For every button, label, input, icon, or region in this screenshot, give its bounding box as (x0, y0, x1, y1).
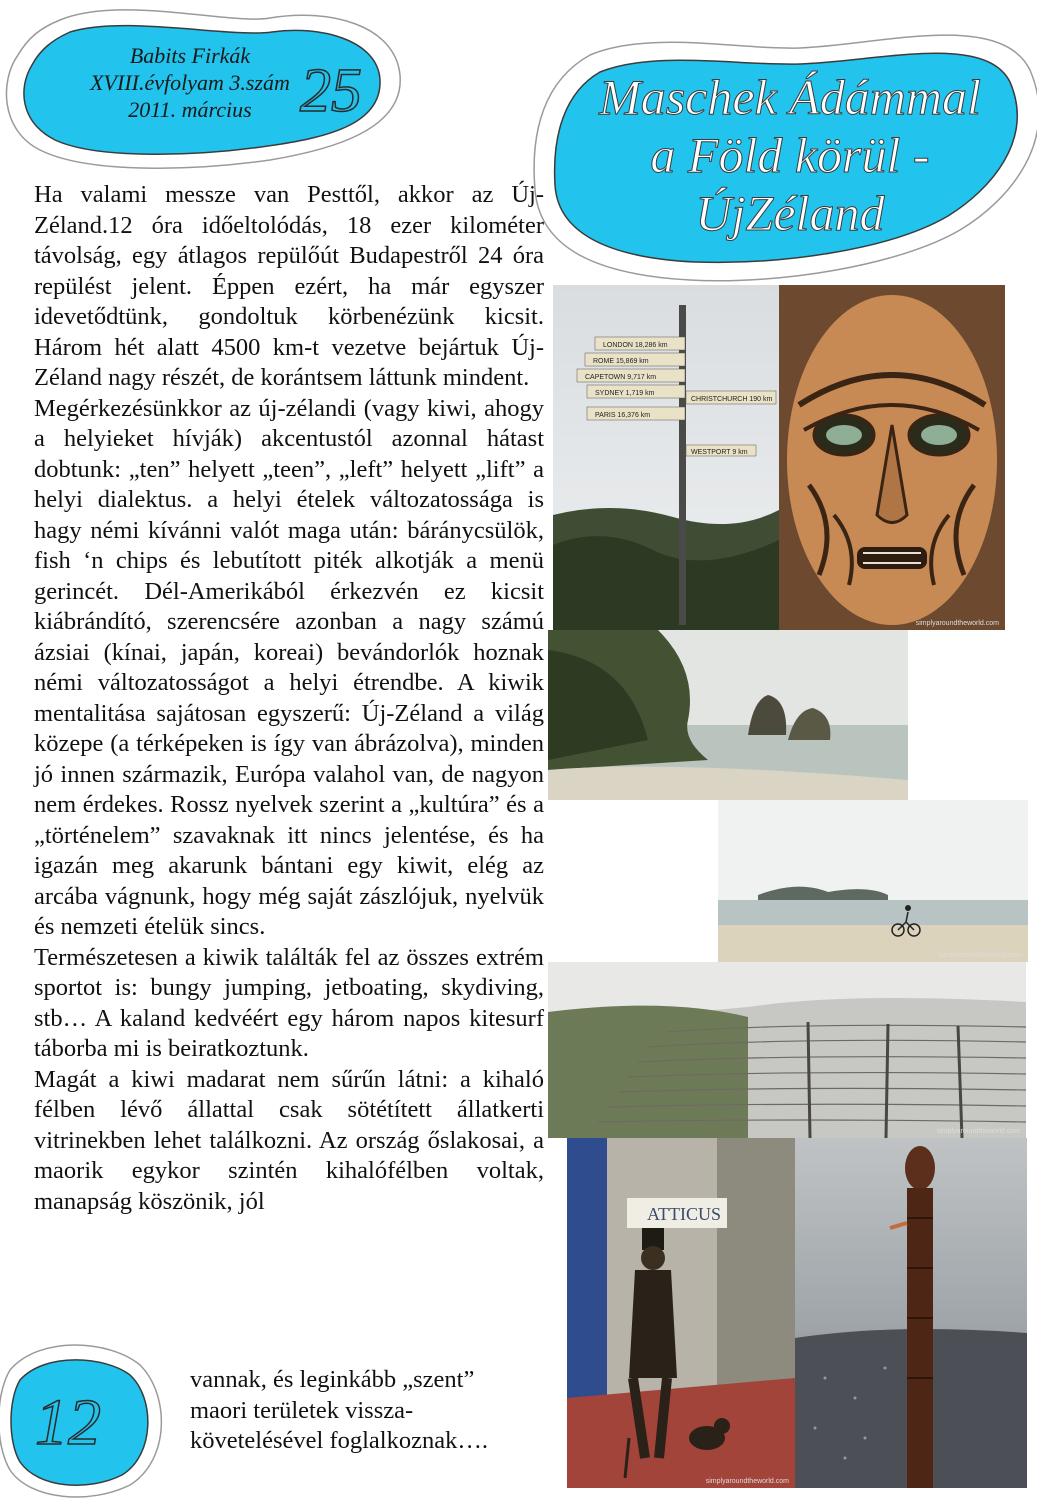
volume-issue: XVIII.évfolyam 3.szám (90, 70, 290, 95)
paragraph-3: Természetesen a kiwik találták fel az összes extrém sportot is: bungy jumping, jetboating, skydiving, stb… A kaland kedvéért egy három napos kitesurf táborba mi is beiratkoztunk. (34, 943, 544, 1062)
totem-illustration (795, 1138, 1027, 1488)
beach-bicycle-photo (718, 800, 1028, 962)
coast-rocks-photo (548, 630, 908, 800)
sign-label: WESTPORT 9 km (691, 449, 748, 456)
masthead (60, 42, 320, 123)
paragraph-4: Magát a kiwi madarat nem sűrűn látni: a kihaló félben lévő állattal csak sötétített állatkerti vitrinekben lehet találkozni. Az ország őslakosai, a maorik egykor szintén kihalófélben voltak, manapság köszönik, jól (34, 1065, 544, 1215)
tail-line-3: követelésével foglalkoznak…. (190, 1427, 488, 1454)
statue-illustration (567, 1138, 795, 1488)
article-body (34, 180, 544, 1217)
coast-illustration (548, 630, 908, 800)
watermark: simplyaroundtheworld.com (938, 952, 1022, 959)
title-line-1: Maschek Ádámmal (599, 69, 981, 125)
carved-face-illustration (779, 285, 1005, 630)
sign-label: PARIS 16,376 km (595, 412, 651, 419)
signpost-photo (553, 285, 779, 630)
sign-label: CAPETOWN 9,717 km (585, 374, 657, 381)
signpost-illustration (553, 285, 779, 630)
sign-label: LONDON 18,286 km (603, 342, 668, 349)
issue-date: 2011. március (128, 97, 252, 122)
title-line-2: a Föld körül - (650, 127, 930, 183)
maori-carving-photo (779, 285, 1005, 630)
watermark: simplyaroundtheworld.com (936, 1128, 1020, 1135)
article-tail (190, 1365, 530, 1457)
sign-label: CHRISTCHURCH 190 km (691, 396, 773, 403)
sign-label: ROME 15,869 km (593, 358, 649, 365)
watermark: simplyaroundtheworld.com (915, 620, 999, 627)
tail-line-2: maori területek vissza- (190, 1396, 414, 1424)
beach-illustration (718, 800, 1028, 962)
issue-number: 25 (300, 57, 362, 125)
rocks-illustration (548, 962, 1026, 1138)
totem-pole-photo (795, 1138, 1027, 1488)
paragraph-2: Megérkezésünkkor az új-zélandi (vagy kiwi, ahogy a helyieket hívják) akcentustól azonnal hátast dobtunk: „ten” helyett „teen”, „left” helyett „lift” a helyi dialektus. a helyi ételek változatossága is hagy némi kívánni valót maga után: báránycsülök, fish ‘n chips és lebutított piték alkotják a menü gerincét. Dél-Amerikából érkezvén ez kicsit kiábrándító, szerencsére azonban a nagy számú ázsiai (kínai, japán, koreai) bevándorlók hoznak némi változatosságot a helyi étrendbe. A kiwik mentalitása sajátosan egyszerű: Új-Zéland a világ közepe (a térképeken is így van ábrázolva), minden jó innen származik, Európa valahol van, de nagyon nem érdekes. Rossz nyelvek szerint a „kultúra” és a „történelem” szavaknak itt nincs jelentése, és ha igazán meg akarunk bántani egy kiwit, elég az arcába vágnunk, hogy még saját zászlójuk, nyelvük és nemzeti ételük sincs. (34, 394, 544, 940)
paragraph-1: Ha valami messze van Pesttől, akkor az Új-Zéland.12 óra időeltolódás, 18 ezer kilométer távolság, egy átlagos repülőút Budapestről 24 óra repülést jelent. Éppen ezért, ha már egyszer idevetődtünk, gondoltuk körbenézünk kicsit. Három hét alatt 4500 km-t vezetve bejártuk Új-Zéland nagy részét, de korántsem láttunk mindent. (34, 181, 544, 391)
street-statue-photo (567, 1138, 795, 1488)
watermark: simplyaroundtheworld.com (705, 1478, 789, 1485)
sign-label: SYDNEY 1,719 km (595, 390, 655, 397)
shop-sign: ATTICUS (647, 1204, 722, 1224)
magazine-name: Babits Firkák (129, 43, 251, 68)
page-number: 12 (35, 1386, 101, 1459)
article-title (570, 68, 1010, 242)
pancake-rocks-photo (548, 962, 1026, 1138)
tail-line-1: vannak, és leginkább „szent” (190, 1366, 475, 1393)
title-line-3: ÚjZéland (695, 185, 885, 241)
